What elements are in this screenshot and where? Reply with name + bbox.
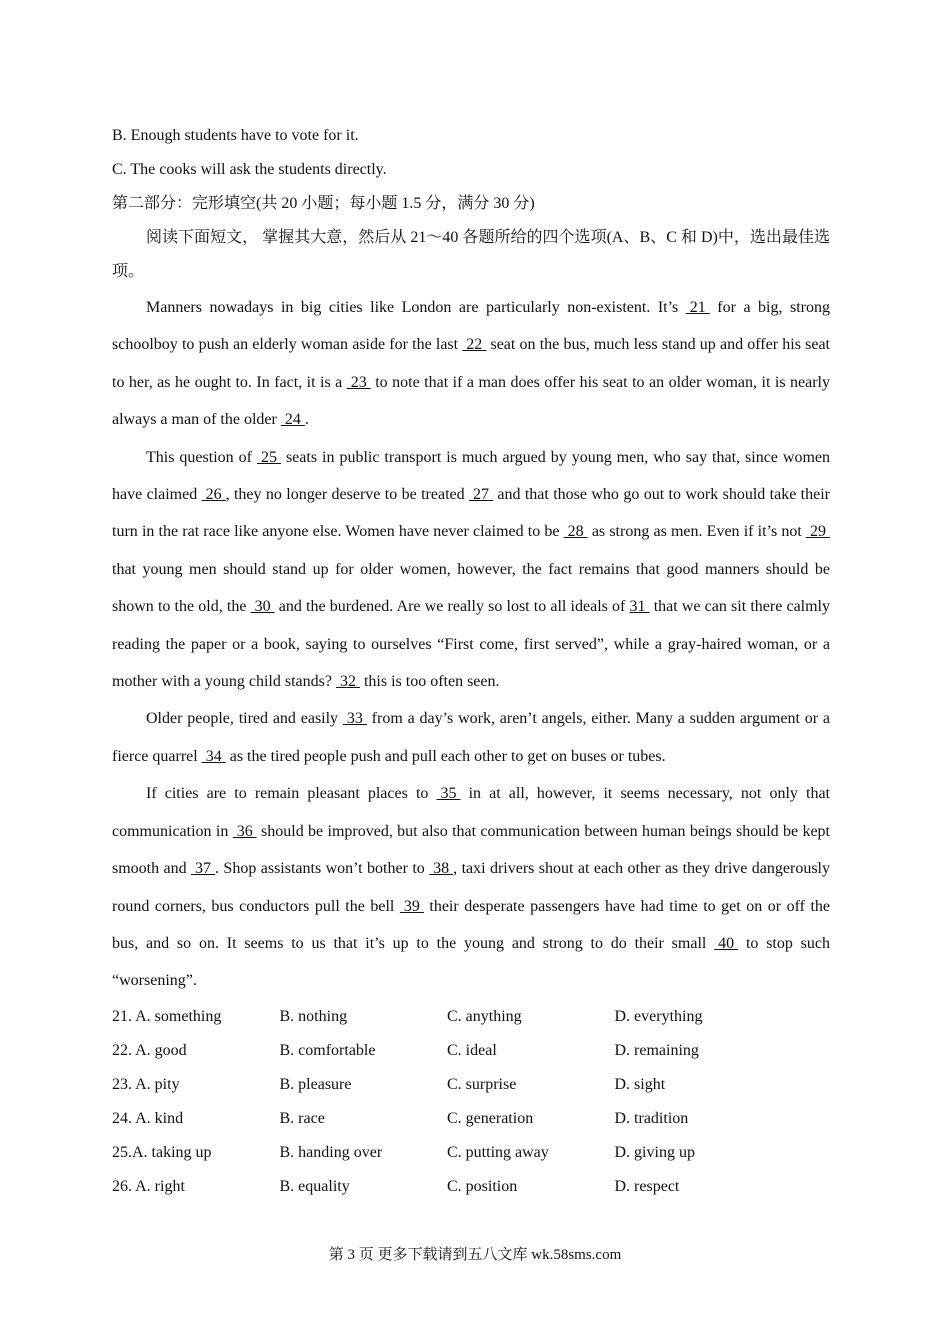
- blank-23: 23: [346, 373, 371, 391]
- blank-35: 35: [436, 785, 461, 803]
- option-b: B. race: [279, 1109, 325, 1127]
- option-d: D. giving up: [614, 1143, 695, 1161]
- question-row: [112, 1136, 830, 1170]
- option-a: 24. A. kind: [112, 1109, 184, 1127]
- blank-27: 27: [469, 486, 493, 504]
- section-title: 第二部分：完形填空(共 20 小题；每小题 1.5 分，满分 30 分): [112, 195, 535, 212]
- option-c: C. surprise: [447, 1075, 517, 1093]
- option-c: C. putting away: [447, 1143, 549, 1161]
- paragraph-text: should be improved, but also that communication between human beings should be kept smooth and: [112, 822, 831, 878]
- paragraph-text: Older people, tired and easily: [146, 710, 343, 728]
- paragraph-text: to note that if a man does offer his seat to an older woman, it is nearly always a man of the older: [112, 373, 830, 429]
- paragraph-3: [112, 700, 830, 775]
- paragraph-text: this is too often seen.: [359, 673, 500, 691]
- question-row: [112, 1034, 830, 1068]
- prev-option-b: B. Enough students have to vote for it.: [112, 127, 359, 144]
- question-row: [112, 1000, 830, 1034]
- paragraph-text: , they no longer deserve to be treated: [225, 486, 469, 504]
- paragraph-text: This question of: [146, 448, 257, 466]
- option-d: D. sight: [614, 1075, 666, 1093]
- blank-26: 26: [201, 486, 226, 504]
- option-c: C. position: [447, 1177, 518, 1195]
- option-d: D. tradition: [614, 1109, 689, 1127]
- paragraph-text: in at all, however, it seems necessary, not only that communication in: [112, 785, 830, 840]
- option-a: 23. A. pity: [112, 1075, 180, 1093]
- paragraph-text: for a big, strong schoolboy to push an elderly woman aside for the last: [112, 299, 831, 354]
- blank-21: 21: [685, 299, 710, 316]
- option-d: D. everything: [614, 1007, 703, 1025]
- paragraph-1: [112, 289, 830, 439]
- paragraph-text: to stop such “worsening”.: [112, 934, 830, 990]
- paragraph-text: Manners nowadays in big cities like London are particularly non-existent. It’s: [146, 299, 686, 316]
- question-row: [112, 1170, 830, 1204]
- paragraph-text: seats in public transport is much argued by young men, who say that, since women have claimed: [112, 448, 830, 504]
- paragraph-text: from a day’s work, aren’t angels, either. Many a sudden argument or a fierce quarrel: [112, 710, 831, 765]
- paragraph-text: that we can sit there calmly reading the paper or a book, saying to ourselves “First come, first served”, while a gray-haired woman, or a mother with a young child stands?: [112, 598, 831, 691]
- blank-38: 38: [429, 860, 454, 878]
- option-a: 21. A. something: [112, 1007, 222, 1025]
- blank-40: 40: [714, 934, 739, 952]
- paragraph-text: seat on the bus, much less stand up and offer his seat to her, as he ought to. In fact, it is a: [112, 336, 830, 391]
- blank-34: 34: [201, 747, 226, 765]
- option-d: D. remaining: [614, 1041, 699, 1059]
- option-c: C. ideal: [447, 1041, 497, 1059]
- blank-28: 28: [563, 523, 588, 541]
- option-d: D. respect: [614, 1177, 680, 1195]
- blank-25: 25: [256, 448, 281, 466]
- option-b: B. comfortable: [279, 1041, 376, 1059]
- blank-33: 33: [342, 710, 367, 728]
- blank-39: 39: [399, 897, 424, 915]
- paragraph-text: as strong as men. Even if it’s not: [587, 523, 807, 541]
- paragraph-text: and the burdened. Are we really so lost to all ideals of: [274, 598, 630, 616]
- blank-36: 36: [232, 822, 257, 840]
- blank-24: 24: [280, 411, 305, 429]
- paragraph-text: and that those who go out to work should take their turn in the rat race like anyone else. Women have never claimed to be: [112, 486, 831, 541]
- option-c: C. generation: [447, 1109, 534, 1127]
- question-options: [112, 1000, 830, 1204]
- question-row: [112, 1102, 830, 1136]
- paragraph-text: , taxi drivers shout at each other as they drive dangerously round corners, bus conductors pull the bell: [112, 860, 830, 915]
- paragraph-text: . Shop assistants won’t bother to: [215, 860, 430, 878]
- paragraph-2: [112, 439, 830, 701]
- blank-31: 31: [629, 598, 650, 616]
- option-b: B. pleasure: [279, 1075, 352, 1093]
- paragraph-text: as the tired people push and pull each other to get on buses or tubes.: [225, 747, 666, 765]
- instruction: 阅读下面短文， 掌握其大意，然后从 21～40 各题所给的四个选项(A、B、C 和 D)中，选出最佳选项。: [112, 229, 830, 280]
- paragraph-text: that young men should stand up for older women, however, the fact remains that good manners should be shown to the old, the: [112, 560, 830, 616]
- option-b: B. handing over: [279, 1143, 383, 1161]
- page-footer: 第 3 页 更多下载请到五八文库 wk.58sms.com: [328, 1247, 622, 1263]
- paragraph-text: .: [304, 411, 309, 429]
- prev-option-c: C. The cooks will ask the students directly.: [112, 161, 387, 178]
- option-b: B. nothing: [279, 1007, 348, 1025]
- option-b: B. equality: [279, 1177, 350, 1195]
- option-a: 26. A. right: [112, 1177, 185, 1195]
- blank-32: 32: [335, 673, 360, 691]
- paragraph-text: their desperate passengers have had time to get on or off the bus, and so on. It seems to us that it’s up to the young and strong to do their small: [112, 897, 831, 952]
- paragraph-text: If cities are to remain pleasant places to: [146, 785, 437, 803]
- blank-37: 37: [191, 860, 216, 878]
- paragraph-4: [112, 775, 830, 999]
- option-a: 22. A. good: [112, 1041, 187, 1059]
- option-c: C. anything: [447, 1007, 522, 1025]
- option-a: 25.A. taking up: [112, 1143, 212, 1161]
- blank-30: 30: [250, 598, 275, 616]
- blank-29: 29: [806, 523, 831, 541]
- question-row: [112, 1068, 830, 1102]
- blank-22: 22: [462, 336, 487, 354]
- document-page: [112, 119, 830, 1204]
